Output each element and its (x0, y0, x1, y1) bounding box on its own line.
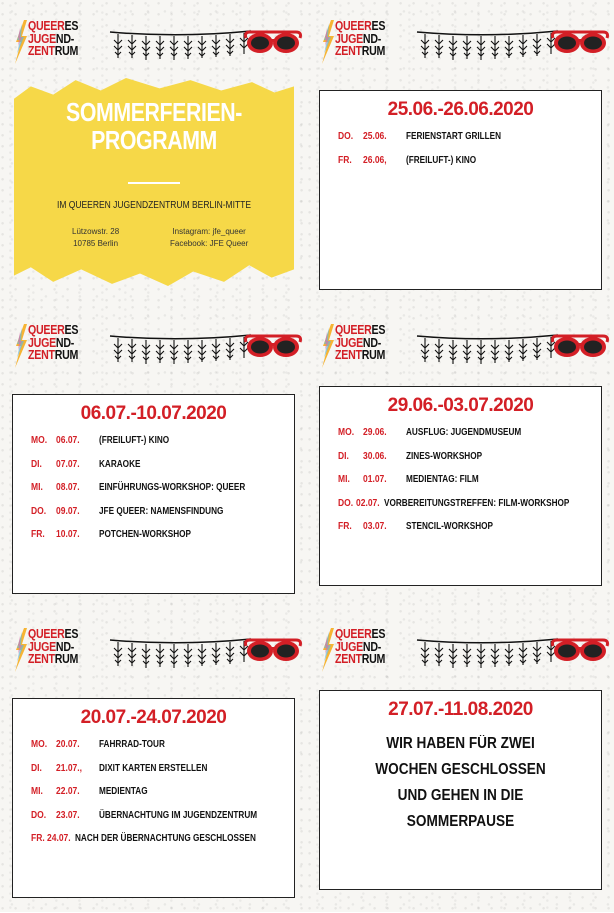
event-row (31, 429, 294, 453)
schedule-card (319, 90, 602, 290)
event-day: DO. (31, 505, 47, 517)
event-date: 21.07., (56, 762, 83, 774)
event-date: 25.06. (363, 131, 387, 143)
event-title: FERIENSTART GRILLEN (406, 131, 502, 143)
event-day: MO. (31, 739, 48, 751)
jugendzentrum-logo (321, 20, 401, 64)
event-title: KARAOKE (99, 458, 141, 470)
event-day: MO. (338, 427, 355, 439)
event-date: 30.06. (363, 450, 387, 462)
event-row (338, 492, 601, 516)
schedule-card (12, 698, 295, 898)
event-date: 01.07. (363, 474, 387, 486)
week-panel-4 (0, 608, 307, 912)
event-date: 03.07. (363, 521, 387, 533)
jugendzentrum-logo (321, 324, 401, 368)
event-day: MI. (31, 482, 43, 494)
event-day: DI. (31, 762, 42, 774)
event-title: ZINES-WORKSHOP (406, 450, 483, 462)
intro-title: SOMMERFERIEN- PROGRAMM (66, 97, 242, 155)
event-day: MI. (31, 786, 43, 798)
event-date: 23.07. (56, 809, 80, 821)
lightning-bolt-icon (321, 20, 335, 64)
event-date: 08.07. (56, 482, 80, 494)
jugendzentrum-logo (14, 20, 94, 64)
lightning-bolt-icon (14, 20, 28, 64)
week-title: 27.07.-11.08.2020 (388, 699, 533, 720)
event-row (31, 827, 294, 851)
event-title: STENCIL-WORKSHOP (406, 521, 494, 533)
event-date: 26.06, (363, 154, 387, 166)
logo-text: QUEERES JUGEND- ZENTRUM (335, 19, 386, 58)
logo-text: QUEERES JUGEND- ZENTRUM (28, 19, 79, 58)
event-title: VORBEREITUNGSTREFFEN: FILM-WORKSHOP (383, 497, 570, 509)
event-title: ÜBERNACHTUNG IM JUGENDZENTRUM (99, 809, 258, 821)
event-row (338, 421, 601, 445)
address: Lützowstr. 28 10785 Berlin (72, 227, 120, 248)
event-date: 22.07. (56, 786, 80, 798)
event-title: (FREILUFT-) KINO (99, 435, 170, 447)
event-day: DO. (31, 809, 47, 821)
event-date: 24.07. (47, 833, 71, 845)
week-title: 06.07.-10.07.2020 (80, 403, 227, 424)
event-day: DI. (338, 450, 349, 462)
event-row (31, 780, 294, 804)
sunglasses-icon (244, 636, 302, 666)
event-title: JFE QUEER: NAMENSFINDUNG (99, 505, 224, 517)
garland-decoration (108, 636, 253, 670)
event-title: FAHRRAD-TOUR (99, 739, 165, 751)
lightning-bolt-icon (321, 628, 335, 672)
lightning-bolt-icon (14, 628, 28, 672)
event-day: FR. (338, 521, 352, 533)
schedule-card (12, 394, 295, 594)
event-day: DI. (31, 458, 42, 470)
event-row (31, 453, 294, 477)
event-date: 09.07. (56, 505, 80, 517)
closed-notice: WIR HABEN FÜR ZWEI WOCHEN GESCHLOSSEN UND GEHEN IN DIE SOMMERPAUSE (375, 735, 546, 830)
week-panel-3 (307, 304, 614, 608)
event-day: FR. (338, 154, 352, 166)
event-row (31, 804, 294, 828)
logo-text: QUEERES JUGEND- ZENTRUM (335, 323, 386, 362)
intro-panel (0, 0, 307, 304)
intro-subtitle: IM QUEEREN JUGENDZENTRUM BERLIN-MITTE (56, 200, 252, 211)
event-row (338, 445, 601, 469)
sunglasses-icon (244, 28, 302, 58)
social-media: Instagram: jfe_queer Facebook: JFE Queer (170, 227, 249, 248)
title-divider (128, 182, 180, 184)
week-title: 29.06.-03.07.2020 (387, 395, 534, 416)
garland-decoration (108, 28, 253, 62)
lightning-bolt-icon (321, 324, 335, 368)
event-day: MO. (31, 435, 48, 447)
jugendzentrum-logo (14, 324, 94, 368)
event-date: 02.07. (355, 497, 380, 509)
event-title: MEDIENTAG (99, 786, 148, 798)
logo-text: QUEERES JUGEND- ZENTRUM (335, 627, 386, 666)
event-day: DO. (338, 497, 354, 509)
event-title: EINFÜHRUNGS-WORKSHOP: QUEER (99, 482, 246, 494)
event-date: 10.07. (56, 529, 80, 541)
logo-text: QUEERES JUGEND- ZENTRUM (28, 627, 79, 666)
event-title: (FREILUFT-) KINO (406, 154, 477, 166)
event-row (338, 515, 601, 539)
week-title: 25.06.-26.06.2020 (387, 99, 534, 120)
event-day: FR. (31, 833, 45, 845)
jugendzentrum-logo (321, 628, 401, 672)
jugendzentrum-logo (14, 628, 94, 672)
week-panel-1 (307, 0, 614, 304)
event-row (338, 149, 601, 173)
closed-card (319, 690, 602, 890)
event-date: 06.07. (56, 435, 80, 447)
schedule-card (319, 386, 602, 586)
garland-decoration (415, 332, 560, 366)
event-title: NACH DER ÜBERNACHTUNG GESCHLOSSEN (74, 833, 256, 845)
event-day: MI. (338, 474, 350, 486)
event-date: 29.06. (363, 427, 387, 439)
event-row (31, 757, 294, 781)
event-row (31, 733, 294, 757)
event-date: 07.07. (56, 458, 80, 470)
garland-decoration (108, 332, 253, 366)
garland-decoration (415, 28, 560, 62)
sunglasses-icon (551, 28, 609, 58)
sunglasses-icon (551, 332, 609, 362)
event-row (31, 476, 294, 500)
event-row (338, 468, 601, 492)
week-panel-5 (307, 608, 614, 912)
event-title: POTCHEN-WORKSHOP (99, 529, 192, 541)
event-title: AUSFLUG: JUGENDMUSEUM (406, 427, 522, 439)
lightning-bolt-icon (14, 324, 28, 368)
event-row (31, 523, 294, 547)
event-title: DIXIT KARTEN ERSTELLEN (99, 762, 208, 774)
logo-text: QUEERES JUGEND- ZENTRUM (28, 323, 79, 362)
event-day: DO. (338, 131, 354, 143)
sunglasses-icon (244, 332, 302, 362)
event-title: MEDIENTAG: FILM (406, 474, 479, 486)
event-date: 20.07. (56, 739, 80, 751)
event-row (31, 500, 294, 524)
sunglasses-icon (551, 636, 609, 666)
event-day: FR. (31, 529, 45, 541)
week-title: 20.07.-24.07.2020 (80, 707, 227, 728)
event-row (338, 125, 601, 149)
garland-decoration (415, 636, 560, 670)
week-panel-2 (0, 304, 307, 608)
